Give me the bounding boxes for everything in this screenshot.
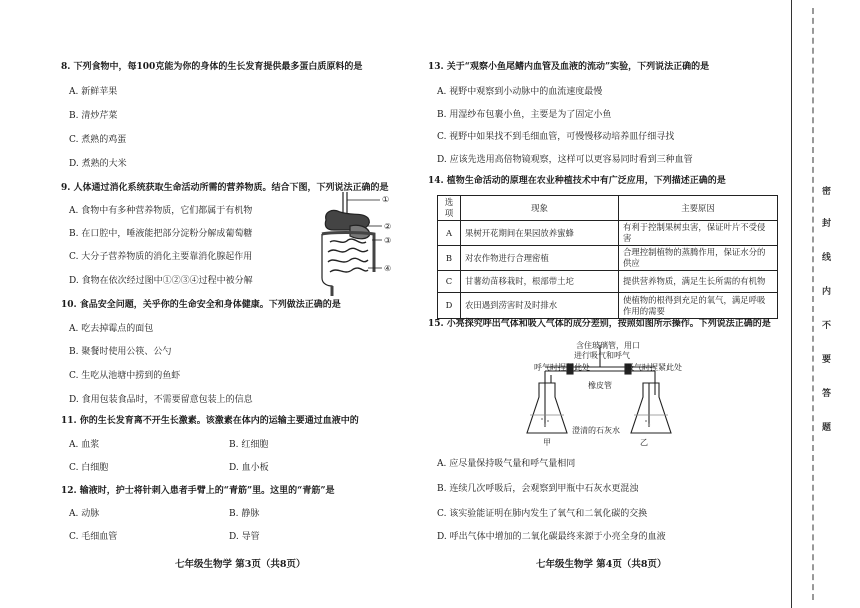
binding-char: 内	[822, 287, 832, 297]
q9-stem: 9. 人体通过消化系统获取生命活动所需的营养物质。结合下图，下列说法正确的是	[61, 183, 389, 193]
q11-option-b: B. 红细胞	[229, 440, 269, 450]
table-cell: 甘薯幼苗移栽时，根部带土坨	[461, 271, 619, 293]
binding-char: 线	[822, 253, 832, 263]
table-cell: 农田遇到涝害时及时排水	[461, 293, 619, 319]
q11-option-c: C. 白细胞	[69, 463, 109, 473]
table-cell: 果树开花期间在果园放养蜜蜂	[461, 221, 619, 246]
q9-label-4: ④	[384, 264, 392, 273]
q15-label-right-flask: 乙	[640, 438, 648, 447]
q14-table	[437, 195, 778, 319]
q15-option-b: B. 连续几次呼吸后，会观察到甲瓶中石灰水更混浊	[437, 484, 639, 494]
q10-option-c: C. 生吃从池塘中捞到的鱼虾	[69, 371, 181, 381]
q14-stem: 14. 植物生命活动的原理在农业种植技术中有广泛应用，下列描述正确的是	[428, 176, 726, 186]
q10-option-d: D. 食用包装食品时，不需要留意包装上的信息	[69, 395, 253, 405]
q9-label-1: ①	[382, 195, 390, 204]
q8-option-b: B. 清炒芹菜	[69, 111, 118, 121]
table-cell: 对农作物进行合理密植	[461, 246, 619, 271]
q8-option-a: A. 新鲜苹果	[69, 87, 118, 97]
q14-header-reason: 主要原因	[619, 196, 778, 221]
q15-label-left-flask: 甲	[543, 438, 551, 447]
q12-option-c: C. 毛细血管	[69, 532, 118, 542]
q9-option-c: C. 大分子营养物质的消化主要靠消化腺起作用	[69, 252, 253, 262]
q11-option-a: A. 血浆	[69, 440, 100, 450]
q12-option-b: B. 静脉	[229, 509, 260, 519]
q10-option-b: B. 聚餐时使用公筷、公勺	[69, 347, 172, 357]
q13-option-d: D. 应该先选用高倍物镜观察，这样可以更容易同时看到三种血管	[437, 155, 693, 165]
q15-label-limewater: 澄清的石灰水	[572, 426, 620, 435]
q13-option-c: C. 视野中如果找不到毛细血管，可慢慢移动培养皿仔细寻找	[437, 132, 675, 142]
q15-option-a: A. 应尽量保持吸气量和呼气量相同	[437, 459, 576, 469]
binding-char: 密	[822, 187, 832, 197]
q8-option-d: D. 煮熟的大米	[69, 159, 127, 169]
binding-char: 封	[822, 219, 832, 229]
q15-label-tube: 橡皮管	[588, 381, 612, 390]
q14-header-option: 选项	[438, 196, 461, 221]
table-row	[438, 293, 778, 319]
q11-option-d: D. 血小板	[229, 463, 269, 473]
binding-char: 不	[822, 321, 832, 331]
q8-option-c: C. 煮熟的鸡蛋	[69, 135, 127, 145]
q9-option-b: B. 在口腔中，唾液能把部分淀粉分解成葡萄糖	[69, 229, 253, 239]
digestive-system-figure	[310, 190, 390, 300]
binding-dashed-line	[812, 8, 814, 600]
q11-stem: 11. 你的生长发育离不开生长激素。该激素在体内的运输主要通过血液中的	[61, 416, 359, 426]
binding-edge-line	[791, 0, 792, 608]
q10-stem: 10. 食品安全问题，关乎你的生命安全和身体健康。下列做法正确的是	[61, 300, 341, 310]
q9-label-3: ③	[384, 236, 392, 245]
table-row	[438, 221, 778, 246]
table-cell: C	[438, 271, 461, 293]
q12-stem: 12. 输液时，护士将针刺入患者手臂上的“青筋”里。这里的“青筋”是	[61, 486, 335, 496]
q15-label-mouth: 含住玻璃管，用口	[576, 341, 640, 350]
q9-label-2: ②	[384, 222, 392, 231]
table-cell: B	[438, 246, 461, 271]
table-cell: D	[438, 293, 461, 319]
binding-char: 要	[822, 355, 832, 365]
binding-char: 答	[822, 389, 832, 399]
q15-stem: 15. 小亮探究呼出气体和吸入气体的成分差别，按照如图所示操作。下列说法正确的是	[428, 319, 771, 329]
table-cell: A	[438, 221, 461, 246]
q9-option-a: A. 食物中有多种营养物质，它们都属于有机物	[69, 206, 253, 216]
q13-option-b: B. 用湿纱布包裹小鱼，主要是为了固定小鱼	[437, 110, 612, 120]
q15-option-c: C. 该实验能证明在肺内发生了氧气和二氧化碳的交换	[437, 509, 648, 519]
q15-label-inhale-clip: 吸气时捏紧此处	[626, 363, 682, 372]
q15-label-mouth2: 进行吸气和呼气	[574, 351, 630, 360]
q9-option-d: D. 食物在依次经过图中①②③④过程中被分解	[69, 276, 253, 286]
table-cell: 有利于控制果树虫害，保证叶片不受侵害	[619, 221, 778, 246]
left-page-footer: 七年级生物学 第3页（共8页）	[175, 559, 306, 570]
table-row	[438, 271, 778, 293]
table-cell: 合理控制植物的蒸腾作用，保证水分的供应	[619, 246, 778, 271]
q14-header-phenomenon: 现象	[461, 196, 619, 221]
q8-stem: 8. 下列食物中，每100克能为你的身体的生长发育提供最多蛋白质原料的是	[61, 62, 363, 72]
right-page-footer: 七年级生物学 第4页（共8页）	[536, 559, 667, 570]
q10-option-a: A. 吃去掉霉点的面包	[69, 324, 154, 334]
binding-char: 题	[822, 423, 832, 433]
q15-label-exhale-clip: 呼气时捏紧此处	[534, 363, 590, 372]
table-row	[438, 246, 778, 271]
q12-option-a: A. 动脉	[69, 509, 100, 519]
q13-option-a: A. 视野中观察到小动脉中的血流速度最慢	[437, 87, 603, 97]
q15-option-d: D. 呼出气体中增加的二氧化碳最终来源于小亮全身的血液	[437, 532, 666, 542]
table-cell: 使植物的根得到充足的氧气，满足呼吸作用的需要	[619, 293, 778, 319]
table-cell: 提供营养物质，满足生长所需的有机物	[619, 271, 778, 293]
q13-stem: 13. 关于“观察小鱼尾鳍内血管及血液的流动”实验，下列说法正确的是	[428, 62, 710, 72]
q12-option-d: D. 导管	[229, 532, 260, 542]
